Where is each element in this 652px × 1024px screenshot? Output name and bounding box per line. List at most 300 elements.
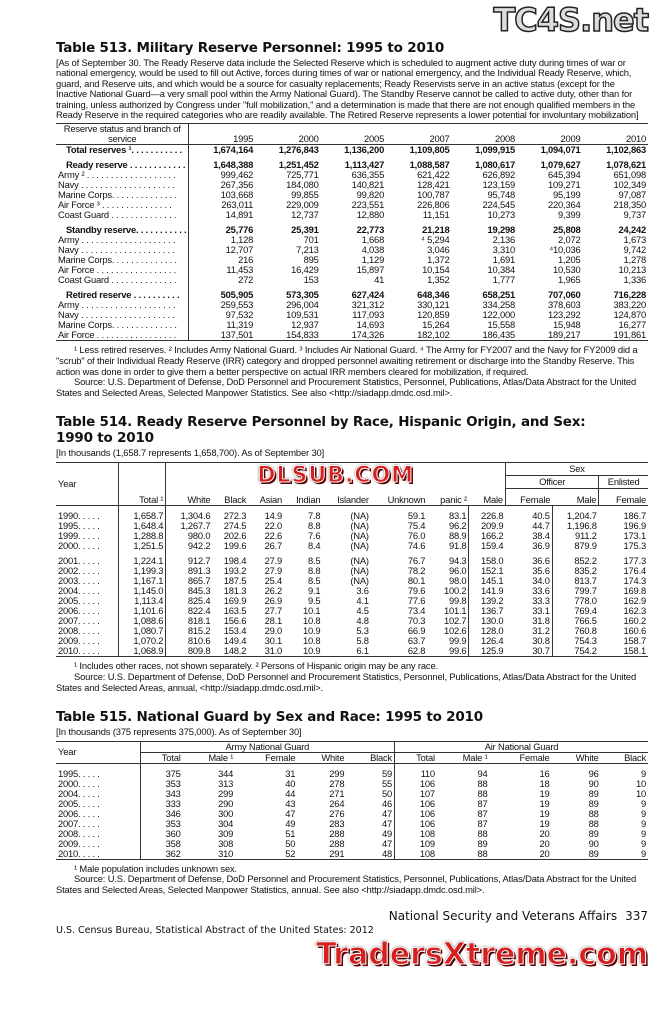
value-cell: 334,258 [482, 299, 516, 311]
value-cell: 224,545 [482, 199, 516, 211]
value-cell: 76.7 [407, 555, 426, 567]
value-cell: 33.3 [505, 596, 552, 606]
value-cell: 99.9 [427, 636, 469, 646]
value-cell: 202.6 [223, 530, 247, 542]
row-label: Navy . . . . . . . . . . . . . . . . . . . . [56, 310, 189, 320]
value-cell: 88 [477, 827, 488, 839]
value-cell: 31.0 [264, 645, 283, 657]
column-header: Asian [259, 494, 283, 506]
air-guard-header: Air National Guard [395, 742, 649, 753]
value-cell: 177.3 [623, 555, 646, 567]
table-513-section [56, 40, 648, 398]
row-year: 2008. . . . . [56, 829, 140, 839]
value-cell: 1,199.3 [119, 566, 166, 576]
row-year: 2010. . . . . [56, 849, 140, 859]
value-cell: 153 [303, 274, 319, 286]
value-cell: 141.9 [480, 585, 504, 597]
value-cell: 154,833 [286, 329, 319, 341]
value-cell: 169.9 [223, 595, 247, 607]
value-cell: 911.2 [575, 530, 597, 542]
value-cell: 375 [165, 767, 181, 779]
value-cell: 51 [285, 827, 296, 839]
value-cell: 296,004 [286, 299, 319, 311]
value-cell: 49 [346, 829, 394, 839]
table-515-title: Table 515. National Guard by Sex and Race: 1995 to 2010 [56, 709, 483, 726]
value-cell: 11,319 [226, 319, 254, 331]
value-cell: 1,080.7 [119, 626, 166, 636]
value-cell: 865.7 [187, 575, 211, 587]
table-515-headnote: [In thousands (375 represents 375,000). As of September 30] [56, 726, 302, 738]
value-cell: 91.8 [427, 541, 469, 551]
value-cell: 31.2 [505, 626, 552, 636]
value-cell: (NA) [350, 510, 369, 522]
value-cell: 10 [635, 787, 646, 799]
value-cell: 1,288.8 [119, 531, 166, 541]
value-cell: 41 [374, 274, 385, 286]
value-cell: 10,154 [422, 264, 450, 276]
value-cell: 189,217 [548, 329, 581, 341]
value-cell: 766.5 [574, 615, 597, 627]
value-cell: 20 [539, 837, 550, 849]
value-cell: 220,364 [548, 199, 581, 211]
table-513-source: Source: U.S. Department of Defense, DoD Personnel and Procurement Statistics, Personnel, Publications, Atlas/Data Abstract for the United States and Selected Areas, Selected Manpower Statistics. See also <http://siadapp.dmdc.osd.mil>. [56, 376, 637, 398]
row-year: 2006. . . . . [56, 809, 140, 819]
value-cell: 658,251 [482, 289, 516, 301]
table-row [56, 145, 648, 156]
value-cell: 158.7 [623, 635, 646, 647]
column-header: Black [346, 752, 394, 763]
value-cell: 278 [329, 777, 345, 789]
table-row [56, 763, 648, 779]
value-cell: 10.9 [302, 625, 321, 637]
value-cell: 626,892 [482, 169, 516, 181]
value-cell: (NA) [350, 555, 369, 567]
year-header: 2000 [298, 133, 319, 145]
value-cell: 308 [218, 837, 234, 849]
value-cell: ⁴ 5,294 [420, 234, 450, 246]
value-cell: 28.1 [264, 615, 283, 627]
header-row-group [56, 742, 648, 753]
value-cell: 21,218 [422, 224, 450, 236]
table-row [56, 789, 648, 799]
value-cell: 123,292 [548, 309, 581, 321]
value-cell: 362 [165, 847, 181, 859]
value-cell: 822.4 [187, 605, 211, 617]
value-cell: 1,070.2 [119, 636, 166, 646]
row-year: 2009. . . . . [56, 839, 140, 849]
value-cell: 1,777 [492, 274, 516, 286]
value-cell: 1,080,617 [475, 159, 516, 171]
value-cell: 288 [329, 837, 345, 849]
row-year: 2000. . . . . [56, 541, 119, 551]
value-cell: 1,099,915 [475, 144, 516, 156]
value-cell: 25.4 [264, 575, 283, 587]
value-cell: 160.6 [623, 625, 646, 637]
row-label: Air Force . . . . . . . . . . . . . . . . . [56, 265, 189, 275]
value-cell: 9 [640, 807, 646, 819]
value-cell: 26.7 [264, 540, 283, 552]
value-cell: 107 [419, 787, 435, 799]
value-cell: 62.8 [407, 645, 426, 657]
value-cell: 1,079,627 [540, 159, 581, 171]
value-cell: (NA) [350, 565, 369, 577]
value-cell: 14,693 [356, 319, 385, 331]
value-cell: 50 [346, 789, 394, 799]
value-cell: 109,531 [286, 309, 319, 321]
value-cell: 30.7 [505, 646, 552, 656]
value-cell: 1,372 [427, 254, 450, 266]
value-cell: 1,224.1 [119, 551, 166, 566]
value-cell: 267,356 [220, 179, 254, 191]
header-row [56, 752, 648, 763]
value-cell: (NA) [350, 575, 369, 587]
value-cell: 4.5 [356, 605, 369, 617]
officer-header: Officer [505, 476, 598, 489]
value-cell: 1,088.6 [119, 616, 166, 626]
column-header: White [575, 751, 599, 763]
column-header: Male ¹ [462, 751, 488, 763]
value-cell: 879.9 [574, 540, 597, 552]
header-row [56, 124, 648, 145]
table-514-source: Source: U.S. Department of Defense, DoD Personnel and Procurement Statistics, Personnel, Publications, Atlas/Data Abstract for the United States and Selected Areas, annual, <http://siadapp.dmdc.osd.mil>. [56, 670, 637, 693]
value-cell: 169.8 [623, 585, 646, 597]
value-cell: 40.5 [505, 506, 552, 522]
value-cell: 100,787 [417, 189, 450, 201]
column-header: Female [265, 751, 296, 763]
value-cell: 193.2 [223, 565, 247, 577]
table-513-title: Table 513. Military Reserve Personnel: 1995 to 2010 [56, 40, 445, 56]
value-cell: 299 [329, 767, 345, 779]
column-header: Total [416, 751, 435, 763]
value-cell: 1,128 [230, 234, 254, 246]
value-cell: 75.4 [407, 520, 426, 532]
value-cell: 88 [477, 847, 488, 859]
value-cell: 14.9 [264, 510, 283, 522]
value-cell: 87 [477, 807, 488, 819]
value-cell: 47 [346, 809, 394, 819]
value-cell: 102.7 [427, 616, 469, 626]
value-cell: 7,213 [296, 244, 319, 256]
value-cell: 226,806 [417, 199, 450, 211]
value-cell: 20 [539, 847, 550, 859]
row-year: 2004. . . . . [56, 789, 140, 799]
column-header: Female [615, 494, 646, 506]
value-cell: 1,251,452 [278, 159, 319, 171]
table-515-footnotes: ¹ Male population includes unknown sex. [74, 862, 238, 874]
value-cell: 181.3 [223, 585, 247, 597]
value-cell: 2,072 [558, 234, 581, 246]
value-cell: 89 [588, 847, 599, 859]
value-cell: 725,771 [286, 169, 319, 181]
value-cell: 11,453 [226, 264, 254, 276]
value-cell: 47 [285, 807, 296, 819]
value-cell: 19,298 [487, 224, 516, 236]
value-cell: 9.5 [307, 595, 321, 607]
value-cell: 80.1 [407, 575, 426, 587]
value-cell: 102,349 [613, 179, 646, 191]
row-year: 2004. . . . . [56, 586, 119, 596]
value-cell: 98.0 [427, 576, 469, 586]
value-cell: 19 [539, 807, 550, 819]
value-cell: 229,009 [286, 199, 319, 211]
value-cell: 1,674,164 [213, 144, 254, 156]
value-cell: 158.1 [623, 645, 646, 657]
value-cell: 636,355 [351, 169, 385, 181]
row-year: 2007. . . . . [56, 616, 119, 626]
column-header: Black [224, 494, 247, 506]
value-cell: 815.2 [187, 625, 211, 637]
year-header: 2005 [364, 133, 385, 145]
value-cell: 1,068.9 [119, 646, 166, 656]
value-cell: 70.3 [407, 615, 426, 627]
row-label: Marine Corps. . . . . . . . . . . . . . [56, 190, 189, 200]
section-name: National Security and Veterans Affairs [388, 909, 618, 924]
value-cell: 15,897 [356, 264, 385, 276]
value-cell: 140,821 [351, 179, 385, 191]
value-cell: 25,776 [225, 224, 254, 236]
value-cell: 942.2 [187, 540, 211, 552]
value-cell: 895 [303, 254, 319, 266]
value-cell: 145.1 [480, 575, 504, 587]
table-514-title: Table 514. Ready Reserve Personnel by Race, Hispanic Origin, and Sex: 1990 to 2010 [56, 414, 586, 447]
value-cell: 88 [588, 817, 599, 829]
row-year: 2005. . . . . [56, 799, 140, 809]
value-cell: 1,145.0 [119, 586, 166, 596]
value-cell: 88.9 [427, 531, 469, 541]
value-cell: 97,532 [225, 309, 254, 321]
value-cell: 22.0 [264, 520, 283, 532]
table-row [56, 809, 648, 819]
value-cell: 15,558 [487, 319, 516, 331]
value-cell: 1,205 [558, 254, 581, 266]
table-514-footnotes: ¹ Includes other races, not shown separately. ² Persons of Hispanic origin may be any race. [74, 660, 438, 672]
value-cell: 760.8 [574, 625, 597, 637]
row-year: 1999. . . . . [56, 531, 119, 541]
value-cell: 223,551 [351, 199, 385, 211]
value-cell: 9.1 [307, 585, 321, 597]
value-cell: 999,462 [220, 169, 254, 181]
year-header: Year [56, 742, 140, 764]
value-cell: 156.6 [223, 615, 247, 627]
value-cell: 9 [640, 827, 646, 839]
value-cell: 25,391 [291, 224, 319, 236]
value-cell: 22,773 [356, 224, 385, 236]
value-cell: 8.4 [307, 540, 321, 552]
value-cell: 74.6 [407, 540, 426, 552]
value-cell: 27.7 [264, 605, 283, 617]
value-cell: 106 [419, 817, 435, 829]
value-cell: 288 [329, 827, 345, 839]
row-year: 1995. . . . . [56, 763, 140, 779]
value-cell: 1,691 [492, 254, 516, 266]
value-cell: 162.3 [623, 605, 646, 617]
value-cell: 109,271 [548, 179, 581, 191]
value-cell: 321,312 [351, 299, 385, 311]
army-guard-header: Army National Guard [140, 742, 394, 753]
table-row [56, 779, 648, 789]
value-cell: 9 [640, 767, 646, 779]
value-cell: 769.4 [574, 605, 597, 617]
value-cell: 1,088,587 [409, 159, 450, 171]
value-cell: 182,102 [417, 329, 450, 341]
value-cell: 90 [588, 777, 599, 789]
year-header: 2009 [560, 133, 581, 145]
column-header: Total [161, 751, 181, 763]
value-cell: 89 [477, 837, 488, 849]
value-cell: 2,136 [492, 234, 516, 246]
value-cell: 153.4 [223, 625, 247, 637]
column-header: Black [624, 751, 646, 763]
table-row [56, 541, 648, 551]
value-cell: 9 [640, 837, 646, 849]
column-header: panic ² [440, 494, 467, 506]
page-footer [56, 909, 648, 923]
value-cell: 9,742 [623, 244, 646, 256]
value-cell: 47 [346, 819, 394, 829]
value-cell: 627,424 [351, 289, 385, 301]
value-cell: 22.6 [264, 530, 283, 542]
table-row [56, 285, 648, 300]
value-cell: 196.9 [623, 520, 646, 532]
table-row [56, 849, 648, 859]
value-cell: 87 [477, 817, 488, 829]
value-cell: 891.3 [187, 565, 211, 577]
value-cell: 27.9 [264, 555, 283, 567]
value-cell: 36.9 [505, 541, 552, 551]
value-cell: 35.6 [505, 566, 552, 576]
table-row [56, 829, 648, 839]
row-label: Marine Corps. . . . . . . . . . . . . . [56, 320, 189, 330]
row-label: Air Force ³ . . . . . . . . . . . . . . . [56, 200, 189, 210]
value-cell: 16 [539, 767, 550, 779]
row-label: Army . . . . . . . . . . . . . . . . . . . . [56, 235, 189, 245]
value-cell: 10.8 [302, 615, 321, 627]
value-cell: 852.2 [574, 555, 597, 567]
table-row [56, 819, 648, 829]
value-cell: 1,078,621 [606, 159, 646, 171]
value-cell: 8.5 [307, 575, 321, 587]
row-label: Standby reserve. . . . . . . . . . . [56, 220, 189, 235]
value-cell: 19 [539, 797, 550, 809]
value-cell: 174.3 [623, 575, 646, 587]
value-cell: 5.8 [356, 635, 369, 647]
value-cell: 88 [477, 787, 488, 799]
value-cell: 30.8 [505, 636, 552, 646]
race-header [166, 463, 506, 489]
value-cell: 1,109,805 [409, 144, 450, 156]
row-label: Coast Guard . . . . . . . . . . . . . . [56, 210, 189, 220]
value-cell: 645,394 [548, 169, 581, 181]
value-cell: 1,648,388 [213, 159, 254, 171]
value-cell: 99.8 [427, 596, 469, 606]
value-cell: 186,435 [482, 329, 516, 341]
value-cell: 88 [588, 807, 599, 819]
value-cell: 10,384 [487, 264, 516, 276]
value-cell: 218,350 [613, 199, 646, 211]
column-header: White [321, 751, 345, 763]
value-cell: 128.0 [480, 625, 504, 637]
value-cell: 4,038 [361, 244, 385, 256]
value-cell: 845.3 [187, 585, 211, 597]
value-cell: 174,326 [351, 329, 385, 341]
value-cell: 6.1 [356, 645, 369, 657]
value-cell: 300 [218, 807, 234, 819]
value-cell: 346 [165, 807, 181, 819]
value-cell: 264 [329, 797, 345, 809]
value-cell: 8.8 [307, 520, 321, 532]
value-cell: 3,310 [492, 244, 516, 256]
year-header: 2007 [429, 133, 450, 145]
value-cell: 701 [303, 234, 319, 246]
value-cell: 90 [588, 837, 599, 849]
value-cell: 1,658.7 [119, 506, 166, 522]
value-cell: 117,093 [352, 309, 385, 321]
value-cell: 9 [640, 797, 646, 809]
value-cell: 283 [329, 817, 345, 829]
value-cell: 79.6 [407, 585, 426, 597]
value-cell: 59.1 [407, 510, 426, 522]
table-row [56, 646, 648, 656]
value-cell: 7.6 [307, 530, 321, 542]
value-cell: 25,808 [553, 224, 581, 236]
value-cell: 309 [218, 827, 234, 839]
value-cell: 198.4 [223, 555, 247, 567]
value-cell: 158.0 [480, 555, 504, 567]
value-cell: 1,094,071 [540, 144, 581, 156]
value-cell: 778.0 [574, 595, 597, 607]
row-label: Marine Corps. . . . . . . . . . . . . . [56, 255, 189, 265]
page-number: 337 [625, 909, 648, 924]
value-cell: (NA) [350, 520, 369, 532]
enlisted-header: Enlisted [599, 476, 648, 489]
value-cell: 89 [588, 827, 599, 839]
value-cell: 99,855 [291, 189, 319, 201]
table-513-headnote: [As of September 30. The Ready Reserve data include the Selected Reserve which is scheduled to augment active duty during times of war or national emergency, would be used to fill out Active, forces during times of war or national emergency, and the Individual Ready Reserve, which, guard, and Reserve uits, and which would be a source for casualty replacements; Ready Reservists serve in an active status (except for the Inactive National Guard—a very small pool within the Army National Guard). The Standby Reserve cannot be called to active duty, other than for training, unless authorized by Congress under "full mobilization," and a determination is made that there are not enough qualified members in the Ready Reserve in the required categories who are readily available. The Retired Reserve represents a lower potential for involuntary mobilization] [56, 57, 639, 121]
value-cell: 290 [218, 797, 234, 809]
value-cell: 14,891 [225, 209, 254, 221]
row-year: 2005. . . . . [56, 596, 119, 606]
value-cell: 95,199 [553, 189, 581, 201]
value-cell: 621,422 [417, 169, 450, 181]
value-cell: 1,668 [361, 234, 385, 246]
value-cell: 48 [346, 849, 394, 859]
year-header: 1995 [233, 133, 254, 145]
value-cell: 191,861 [613, 329, 646, 341]
value-cell: 291 [329, 847, 345, 859]
value-cell: 30.1 [264, 635, 283, 647]
column-header: Islander [337, 494, 369, 506]
table-row [56, 839, 648, 849]
value-cell: 187.5 [223, 575, 247, 587]
value-cell: 96.2 [427, 521, 469, 531]
table-row [56, 551, 648, 566]
value-cell: 16,429 [291, 264, 319, 276]
value-cell: 9,737 [623, 209, 646, 221]
value-cell: 716,228 [613, 289, 646, 301]
value-cell: 63.7 [407, 635, 426, 647]
value-cell: 313 [218, 777, 234, 789]
value-cell: 43 [285, 797, 296, 809]
column-header: Female [519, 751, 550, 763]
value-cell: 754.3 [574, 635, 597, 647]
value-cell: 980.0 [187, 530, 211, 542]
value-cell: 818.1 [187, 615, 211, 627]
value-cell: 360 [165, 827, 181, 839]
value-cell: 52 [285, 847, 296, 859]
row-label: Army ² . . . . . . . . . . . . . . . . . . . [56, 170, 189, 180]
stub-header: Reserve status and branch of service [56, 124, 189, 145]
value-cell: 19 [539, 817, 550, 829]
